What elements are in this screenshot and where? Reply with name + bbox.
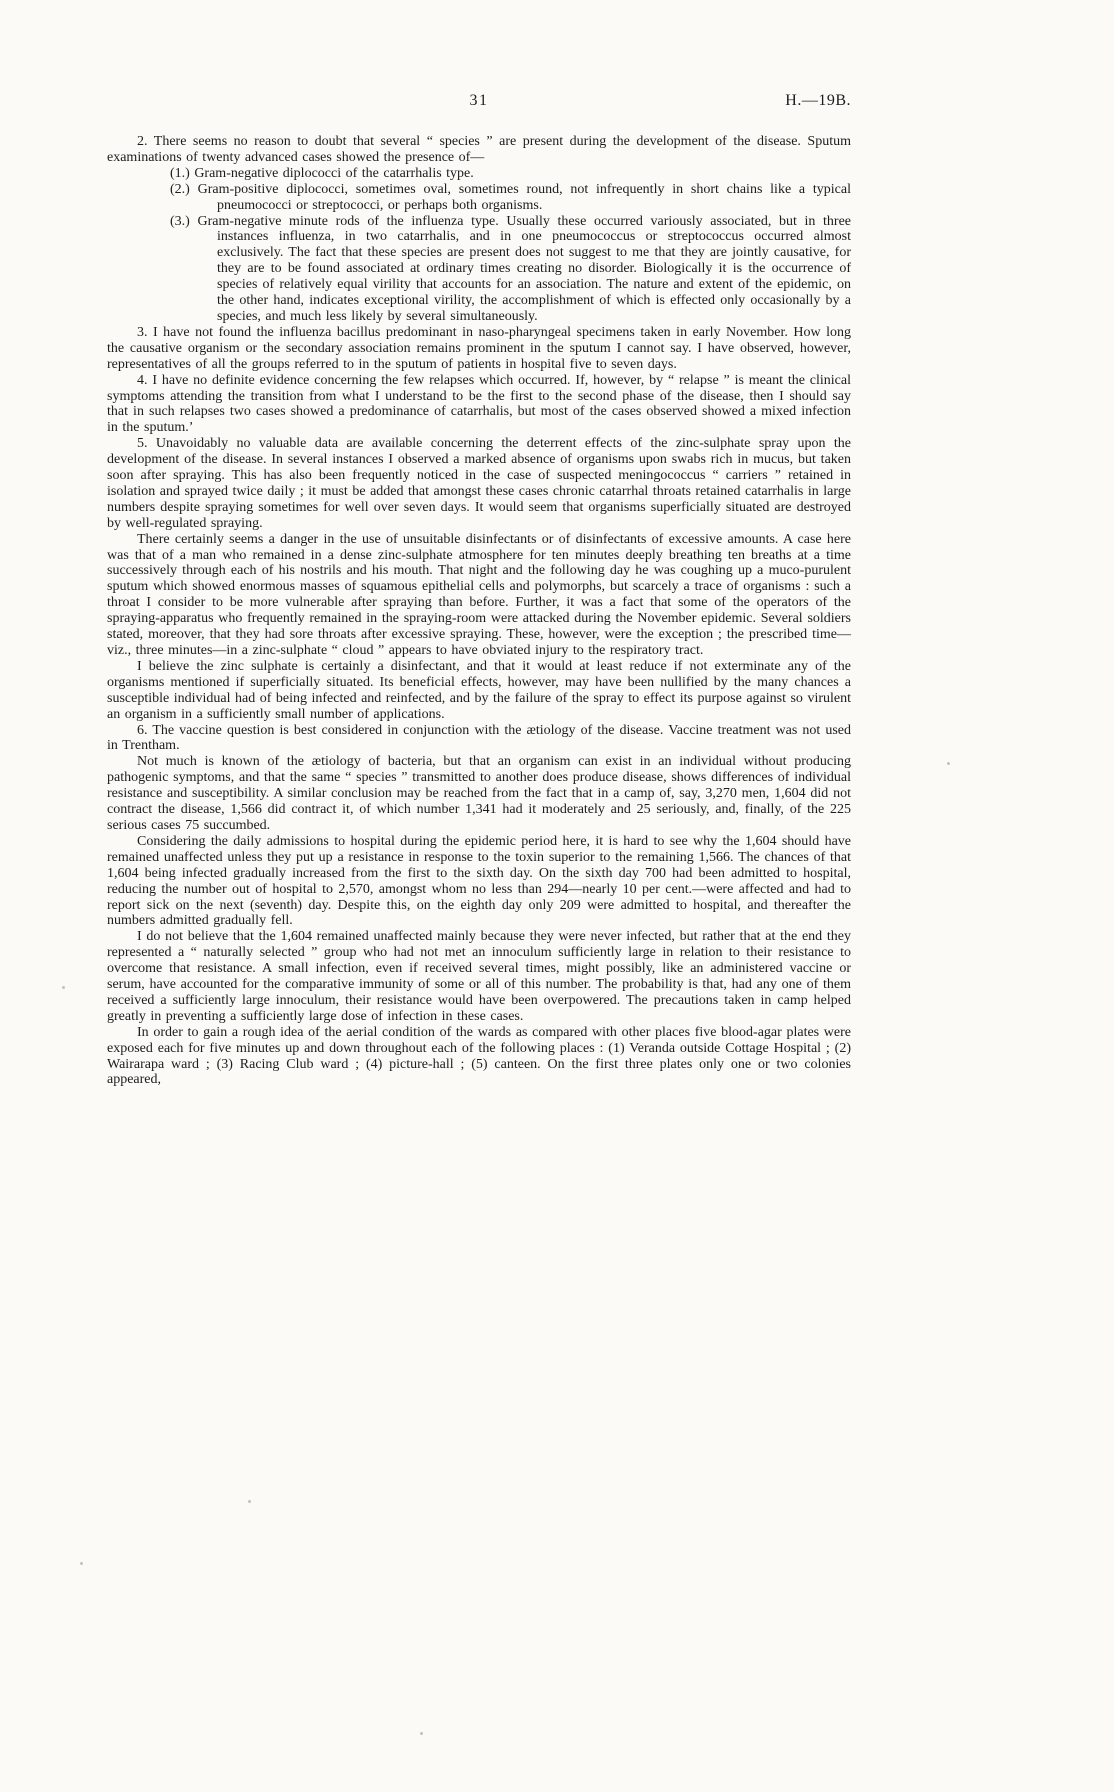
document-page xyxy=(107,92,851,1088)
paragraph-5: 5. Unavoidably no valuable data are available concerning the deterrent effects of the zinc-sulphate spray upon the development of the disease. In several instances I observed a marked absence of organisms upon swabs rich in mucus, but taken soon after spraying. This has also been frequently noticed in the case of suspected meningococcus “ carriers ” retained in isolation and sprayed twice daily ; it must be added that amongst these cases chronic catarrhal throats retained catarrhalis in large numbers despite spraying sometimes for well over seven days. It would seem that organisms superficially situated are destroyed by well-regulated spraying. xyxy=(107,436,851,531)
report-body-text xyxy=(107,134,851,1088)
paragraph-6-continuation-3: I do not believe that the 1,604 remained unaffected mainly because they were never infected, but rather that at the end they represented a “ naturally selected ” group who had not met an innoculum sufficiently large in relation to their resistance to overcome that resistance. A small infection, even if received several times, might possibly, like an administered vaccine or serum, have accounted for the comparative immunity of some or all of this number. The probability is that, had any one of them received a sufficiently large innoculum, their resistance would have been overpowered. The precautions taken in camp helped greatly in preventing a sufficiently large dose of infection in these cases. xyxy=(107,929,851,1024)
paragraph-6-continuation-1: Not much is known of the ætiology of bacteria, but that an organism can exist in an individual without producing pathogenic symptoms, and that the same “ species ” transmitted to another does produce disease, shows differences of individual resistance and susceptibility. A similar conclusion may be reached from the fact that in a camp of, say, 3,270 men, 1,604 did not contract the disease, 1,566 did contract it, of which number 1,341 had it moderately and 25 seriously, and, finally, of the 225 serious cases 75 succumbed. xyxy=(107,754,851,833)
paragraph-2-intro: 2. There seems no reason to doubt that several “ species ” are present during the development of the disease. Sputum examinations of twenty advanced cases showed the presence of— xyxy=(107,134,851,165)
paragraph-5-continuation-1: There certainly seems a danger in the use of unsuitable disinfectants or of disinfectants of excessive amounts. A case here was that of a man who remained in a dense zinc-sulphate atmosphere for ten minutes deeply breathing ten breaths at a time successively through each of his nostrils and his mouth. That night and the following day he was coughing up a muco-purulent sputum which showed enormous masses of squamous epithelial cells and polymorphs, but scarcely a trace of organisms : such a throat I consider to be more vulnerable after spraying than before. Further, it was a fact that some of the operators of the spraying-apparatus who frequently remained in the spraying-room were attacked during the November epidemic. Several soldiers stated, moreover, that they had sore throats after excessive spraying. These, however, were the exception ; the prescribed time—viz., three minutes—in a zinc-sulphate “ cloud ” appears to have obviated injury to the respiratory tract. xyxy=(107,531,851,658)
scan-speck xyxy=(62,986,65,989)
list-item-1: (1.) Gram-negative diplococci of the catarrhalis type. xyxy=(170,165,474,181)
scan-speck xyxy=(80,1562,83,1565)
list-item-2: (2.) Gram-positive diplococci, sometimes oval, sometimes round, not infrequently in short chains like a typical pneumococci or streptococci, or perhaps both organisms. xyxy=(170,181,851,213)
scan-speck xyxy=(420,1732,423,1735)
list-item-3: (3.) Gram-negative minute rods of the influenza type. Usually these occurred variously associated, but in three instances influenza, in two catarrhalis, and in one pneumococcus or streptococcus occurred almost exclusively. The fact that these species are present does not suggest to me that they are jointly causative, for they are to be found associated at ordinary times creating no disorder. Biologically it is the occurrence of species of relatively equal virility that accounts for an association. The nature and extent of the epidemic, on the other hand, indicates exceptional virility, the accomplishment of which is effected only occasionally by a species, and much less likely by several simultaneously. xyxy=(170,213,851,324)
scan-speck xyxy=(947,762,950,765)
paragraph-4: 4. I have no definite evidence concerning the few relapses which occurred. If, however, by “ relapse ” is meant the clinical symptoms attending the transition from what I understand to be the first to the second phase of the disease, then I should say that in such relapses two cases showed a predominance of catarrhalis, but most of the cases observed showed a mixed infection in the sputum.’ xyxy=(107,372,851,436)
paragraph-3: 3. I have not found the influenza bacillus predominant in naso-pharyngeal specimens taken in early November. How long the causative organism or the secondary association remains prominent in the sputum I cannot say. I have observed, however, representatives of all the groups referred to in the sputum of patients in hospital five to seven days. xyxy=(107,324,851,372)
document-reference: H.—19B. xyxy=(785,92,851,109)
paragraph-6-continuation-4: In order to gain a rough idea of the aerial condition of the wards as compared with other places five blood-agar plates were exposed each for five minutes up and down throughout each of the following places : (1) Veranda outside Cottage Hospital ; (2) Wairarapa ward ; (3) Racing Club ward ; (4) picture-hall ; (5) canteen. On the first three plates only one or two colonies appeared, xyxy=(107,1024,851,1088)
paragraph-6-continuation-2: Considering the daily admissions to hospital during the epidemic period here, it is hard to see why the 1,604 should have remained unaffected unless they put up a resistance in response to the toxin superior to the remaining 1,566. The chances of that 1,604 being infected gradually increased from the first to the sixth day. On the sixth day 700 had been admitted to hospital, reducing the number out of hospital to 2,570, amongst whom no less than 294—nearly 10 per cent.—were affected and had to report sick on the next (seventh) day. Despite this, on the eighth day only 209 were admitted to hospital, and thereafter the numbers admitted gradually fell. xyxy=(107,833,851,929)
scan-speck xyxy=(248,1500,251,1503)
paragraph-5-continuation-2: I believe the zinc sulphate is certainly a disinfectant, and that it would at least reduce if not exterminate any of the organisms mentioned if superficially situated. Its beneficial effects, however, may have been nullified by the many chances a susceptible individual had of being infected and reinfected, and by the failure of the spray to effect its purpose against so virulent an organism in a sufficiently small number of applications. xyxy=(107,658,851,722)
page-number: 31 xyxy=(469,92,489,109)
paragraph-6: 6. The vaccine question is best considered in conjunction with the ætiology of the disease. Vaccine treatment was not used in Trentham. xyxy=(107,722,851,754)
page-header xyxy=(107,92,851,114)
